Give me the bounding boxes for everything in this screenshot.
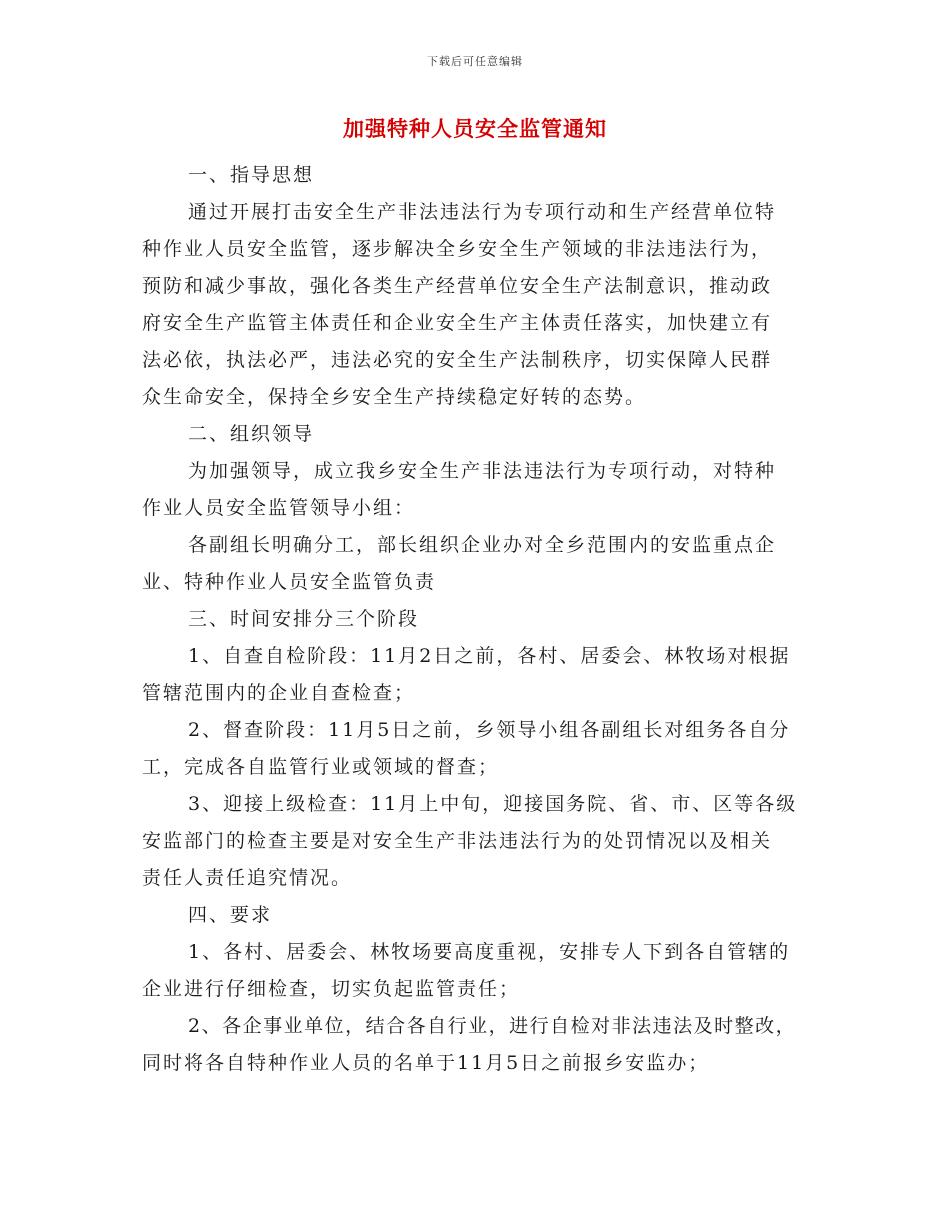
paragraph-line: 1、自查自检阶段：11月2日之前，各村、居委会、林牧场对根据: [188, 645, 791, 667]
section-heading: 一、指导思想: [188, 164, 315, 186]
document-title: 加强特种人员安全监管通知: [343, 116, 607, 141]
paragraph-line: 安监部门的检查主要是对安全生产非法违法行为的处罚情况以及相关: [142, 830, 773, 852]
paragraph-line: 2、各企事业单位，结合各自行业，进行自检对非法违法及时整改，: [188, 1015, 797, 1037]
section-heading: 二、组织领导: [188, 423, 315, 445]
paragraph-line: 法必依，执法必严，违法必究的安全生产法制秩序，切实保障人民群: [142, 349, 773, 371]
paragraph-line: 工，完成各自监管行业或领域的督查；: [142, 756, 500, 778]
paragraph-line: 种作业人员安全监管，逐步解决全乡安全生产领域的非法违法行为，: [142, 238, 773, 260]
paragraph-line: 府安全生产监管主体责任和企业安全生产主体责任落实，加快建立有: [142, 312, 773, 334]
paragraph-line: 1、各村、居委会、林牧场要高度重视，安排专人下到各自管辖的: [188, 941, 791, 963]
header-note: 下载后可任意编辑: [427, 55, 523, 68]
paragraph-line: 通过开展打击安全生产非法违法行为专项行动和生产经营单位特: [188, 201, 777, 223]
section-heading: 三、时间安排分三个阶段: [188, 608, 420, 630]
paragraph-line: 3、迎接上级检查：11月上中旬，迎接国务院、省、市、区等各级: [188, 793, 798, 815]
paragraph-line: 业、特种作业人员安全监管负责: [142, 571, 437, 593]
paragraph-line: 企业进行仔细检查，切实负起监管责任；: [142, 978, 521, 1000]
paragraph-line: 众生命安全，保持全乡安全生产持续稳定好转的态势。: [142, 386, 647, 408]
section-heading: 四、要求: [188, 904, 273, 926]
paragraph-line: 为加强领导，成立我乡安全生产非法违法行为专项行动，对特种: [188, 460, 777, 482]
paragraph-line: 责任人责任追究情况。: [142, 867, 353, 889]
paragraph-line: 管辖范围内的企业自查检查；: [142, 682, 416, 704]
document-body: [142, 157, 810, 1082]
paragraph-line: 2、督查阶段：11月5日之前，乡领导小组各副组长对组务各自分: [188, 719, 791, 741]
paragraph-line: 预防和减少事故，强化各类生产经营单位安全生产法制意识，推动政: [142, 275, 773, 297]
paragraph-line: 各副组长明确分工，部长组织企业办对全乡范围内的安监重点企: [188, 534, 777, 556]
paragraph-line: 同时将各自特种作业人员的名单于11月5日之前报乡安监办；: [142, 1052, 710, 1074]
paragraph-line: 作业人员安全监管领导小组：: [142, 497, 416, 519]
